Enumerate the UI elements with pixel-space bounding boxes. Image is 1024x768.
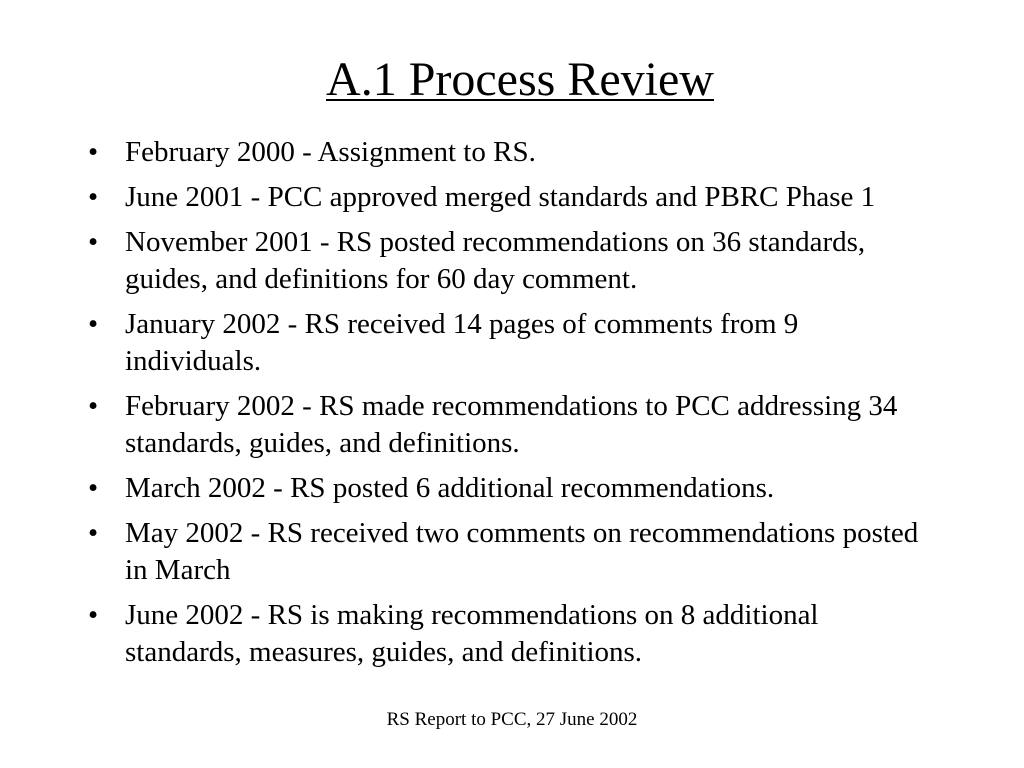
bullet-text: February 2000 - Assignment to RS. [125,136,536,168]
bullet-text: May 2002 - RS received two comments on recommendations posted in March [125,517,919,586]
bullet-item [88,597,938,671]
bullet-icon: • [88,308,99,340]
bullet-text: November 2001 - RS posted recommendations on 36 standards, guides, and definitions for 60 day comment. [125,226,866,295]
bullet-icon: • [88,390,99,422]
bullet-text: February 2002 - RS made recommendations to PCC addressing 34 standards, guides, and definitions. [125,390,898,459]
bullet-icon: • [88,181,99,213]
bullet-item [88,306,938,380]
bullet-item [88,134,938,171]
bullet-icon: • [88,226,99,258]
bullet-text: March 2002 - RS posted 6 additional recommendations. [125,472,775,504]
bullet-icon: • [88,517,99,549]
bullet-item [88,179,938,216]
slide-footer: RS Report to PCC, 27 June 2002 [386,709,638,730]
bullet-icon: • [88,599,99,631]
bullet-item [88,388,938,462]
bullet-list [88,134,938,679]
bullet-text: June 2001 - PCC approved merged standards and PBRC Phase 1 [125,181,876,213]
bullet-item [88,515,938,589]
bullet-text: June 2002 - RS is making recommendations on 8 additional standards, measures, guides, and definitions. [125,599,819,668]
bullet-item [88,224,938,298]
bullet-icon: • [88,136,99,168]
bullet-text: January 2002 - RS received 14 pages of comments from 9 individuals. [125,308,799,377]
slide-title: A.1 Process Review [326,53,714,106]
bullet-icon: • [88,472,99,504]
bullet-item [88,470,938,507]
